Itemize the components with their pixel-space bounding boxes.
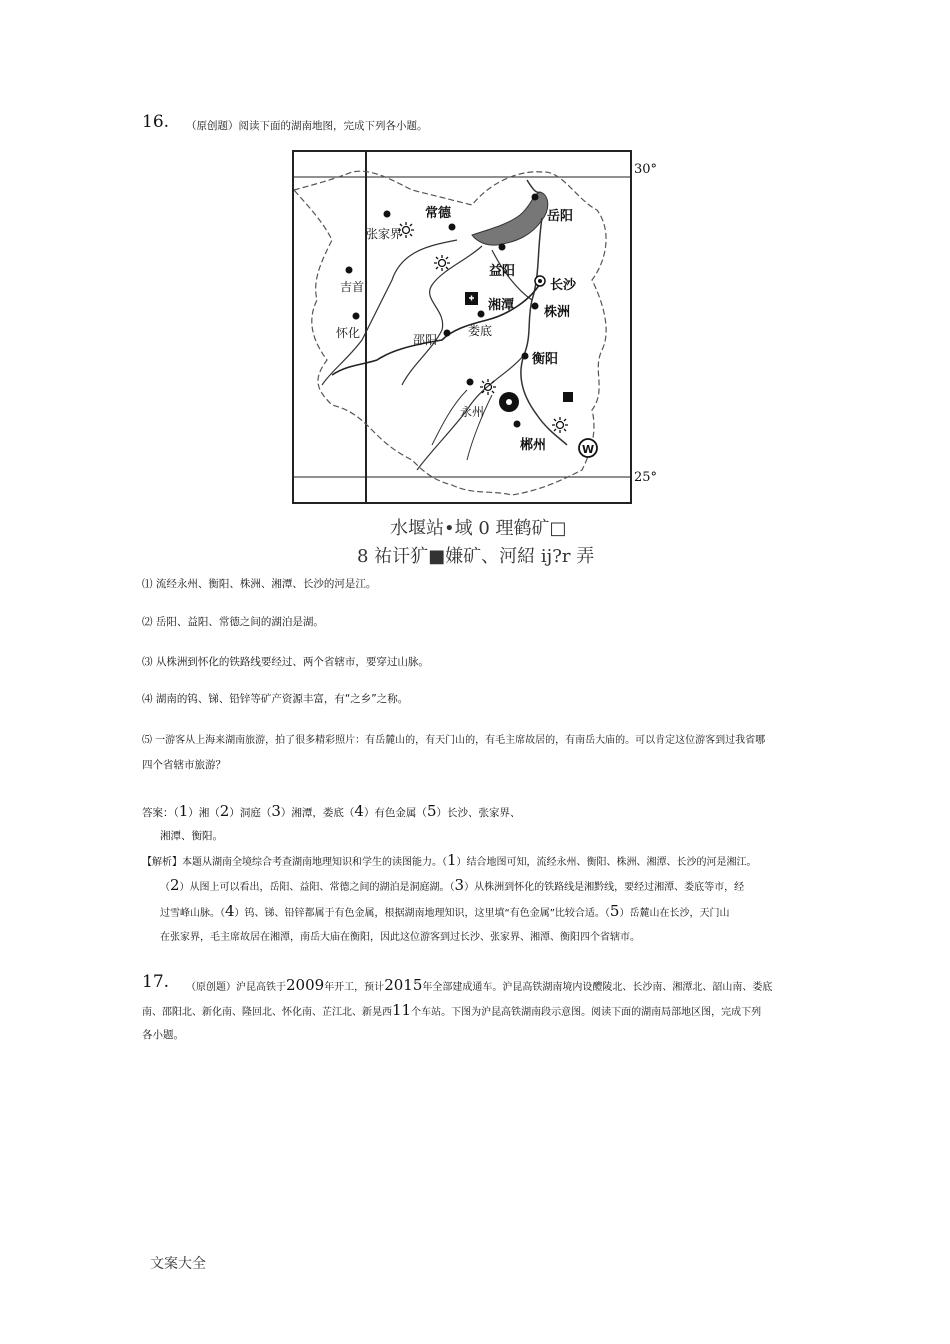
analysis-num: 5 (609, 902, 620, 920)
q17-text: 个车站。下图为沪昆高铁湖南段示意图。阅读下面的湖南局部地区图，完成下列 (411, 1007, 762, 1018)
q17-count: 11 (392, 1001, 412, 1019)
analysis-text: ）从图上可以看出，岳阳、益阳、常德之间的湖泊是洞庭湖。（ (179, 882, 455, 893)
sub-question-5-cont: 四个省辖市旅游？ (142, 759, 226, 771)
analysis-text: ）结合地图可知，流经永州、衡阳、株洲、湘潭、长沙的河是湘江。 (456, 857, 757, 868)
analysis-text: 过雪峰山脉。（ (160, 908, 225, 919)
city-label-changsha: 长沙 (550, 278, 577, 293)
analysis-text: 【解析】本题从湖南全境综合考查湖南地理知识和学生的读图能力。（ (142, 857, 447, 868)
q17-text: 年全部建成通车。沪昆高铁湖南境内设醴陵北、长沙南、湘潭北、韶山南、娄底 (422, 982, 773, 993)
city-label-xiangtan: 湘潭 (488, 298, 515, 313)
answer-text: ）长沙、张家界、 (436, 807, 521, 819)
city-label-shaoyang: 邵阳 (413, 333, 438, 347)
q17-year: 2009 (286, 976, 325, 994)
analysis-num: 1 (447, 851, 457, 869)
city-label-zhuzhou: 株洲 (544, 305, 571, 320)
q17-text: 南、邵阳北、新化南、隆回北、怀化南、芷江北、新晃西 (142, 1007, 392, 1018)
map-legend-line-2: 8 祐讦犷■嫌矿、河紹 ij?r 弄 (357, 546, 595, 567)
answer-num: 1 (178, 802, 189, 820)
answer-num: 3 (271, 802, 281, 820)
analysis-num: 4 (225, 902, 235, 920)
sub-question-3: ⑶ 从株洲到怀化的铁路线要经过、两个省辖市，要穿过山脉。 (142, 656, 429, 668)
q17-text: 年开工，预计 (324, 982, 385, 993)
city-label-yiyang: 益阳 (489, 264, 516, 279)
question-number-17: 17. (142, 972, 170, 992)
city-label-chenzhou: 郴州 (520, 438, 547, 453)
city-label-zhangjiajie: 张家界 (366, 227, 403, 241)
question-17-line-3: 各小题。 (142, 1029, 184, 1041)
footer-text: 文案大全 (150, 1256, 206, 1272)
analysis-line-4: 在张家界，毛主席故居在湘潭，南岳大庙在衡阳，因此这位游客到过长沙、张家界、湘潭、衡阳四个省辖市。 (160, 932, 640, 943)
q17-text: （原创题）沪昆高铁于 (186, 982, 286, 993)
analysis-num: 3 (454, 876, 465, 894)
question-16-intro: （原创题）阅读下面的湖南地图，完成下列各小题。 (186, 120, 428, 132)
answer-num: 5 (426, 802, 437, 820)
question-number-16: 16. (142, 112, 170, 132)
analysis-text: ）岳麓山在长沙，天门山 (619, 908, 730, 919)
question-17-line-2 (142, 1001, 761, 1019)
answer-line-2: 湘潭、衡阳。 (160, 830, 223, 842)
answer-text: ）洞庭（ (229, 807, 272, 819)
q17-year: 2015 (384, 976, 423, 994)
city-label-jishou: 吉首 (340, 280, 365, 294)
city-label-huaihua: 怀化 (336, 326, 361, 340)
analysis-line-2 (160, 876, 744, 894)
sub-question-1: ⑴ 流经永州、衡阳、株洲、湘潭、长沙的河是江。 (142, 578, 377, 590)
question-17-line-1 (186, 976, 772, 994)
city-label-loudi: 娄底 (468, 324, 493, 338)
analysis-text: ）从株洲到怀化的铁路线是湘黔线，要经过湘潭、娄底等市，经 (464, 882, 745, 893)
latitude-label-bottom: 25° (634, 470, 658, 485)
answer-num: 4 (354, 802, 364, 820)
analysis-num: 2 (170, 876, 180, 894)
city-label-hengyang: 衡阳 (532, 352, 559, 367)
city-label-changde: 常德 (425, 206, 452, 221)
analysis-text: ）钨、锑、铅锌都属于有色金属，根据湖南地理知识，这里填“有色金属”比较合适。（ (234, 908, 610, 919)
answer-num: 2 (219, 802, 230, 820)
answer-text: ）湘（ (188, 807, 220, 819)
sub-question-2: ⑵ 岳阳、益阳、常德之间的湖泊是湖。 (142, 616, 324, 628)
sub-question-4: ⑷ 湖南的钨、锑、铅锌等矿产资源丰富，有“之乡”之称。 (142, 693, 409, 705)
map-legend-line-1: 水堰站•域 0 理鹤矿□ (390, 518, 567, 539)
hunan-map (292, 150, 658, 504)
answer-text: 答案：（ (142, 807, 179, 819)
answer-line-1 (142, 802, 520, 820)
analysis-line-1 (142, 851, 757, 869)
svg-text:W: W (582, 443, 595, 456)
latitude-label-top: 30° (634, 162, 658, 177)
analysis-line-3 (160, 902, 729, 920)
analysis-text: （ (160, 882, 170, 893)
city-label-yongzhou: 永州 (460, 405, 485, 419)
answer-text: ）湘潭，娄底（ (280, 807, 355, 819)
sub-question-5: ⑸ 一游客从上海来湖南旅游，拍了很多精彩照片：有岳麓山的，有天门山的，有毛主席故居的，有南岳大庙的。可以肯定这位游客到过我省哪 (142, 735, 766, 746)
answer-text: ）有色金属（ (363, 807, 427, 819)
city-label-yueyang: 岳阳 (547, 209, 574, 224)
